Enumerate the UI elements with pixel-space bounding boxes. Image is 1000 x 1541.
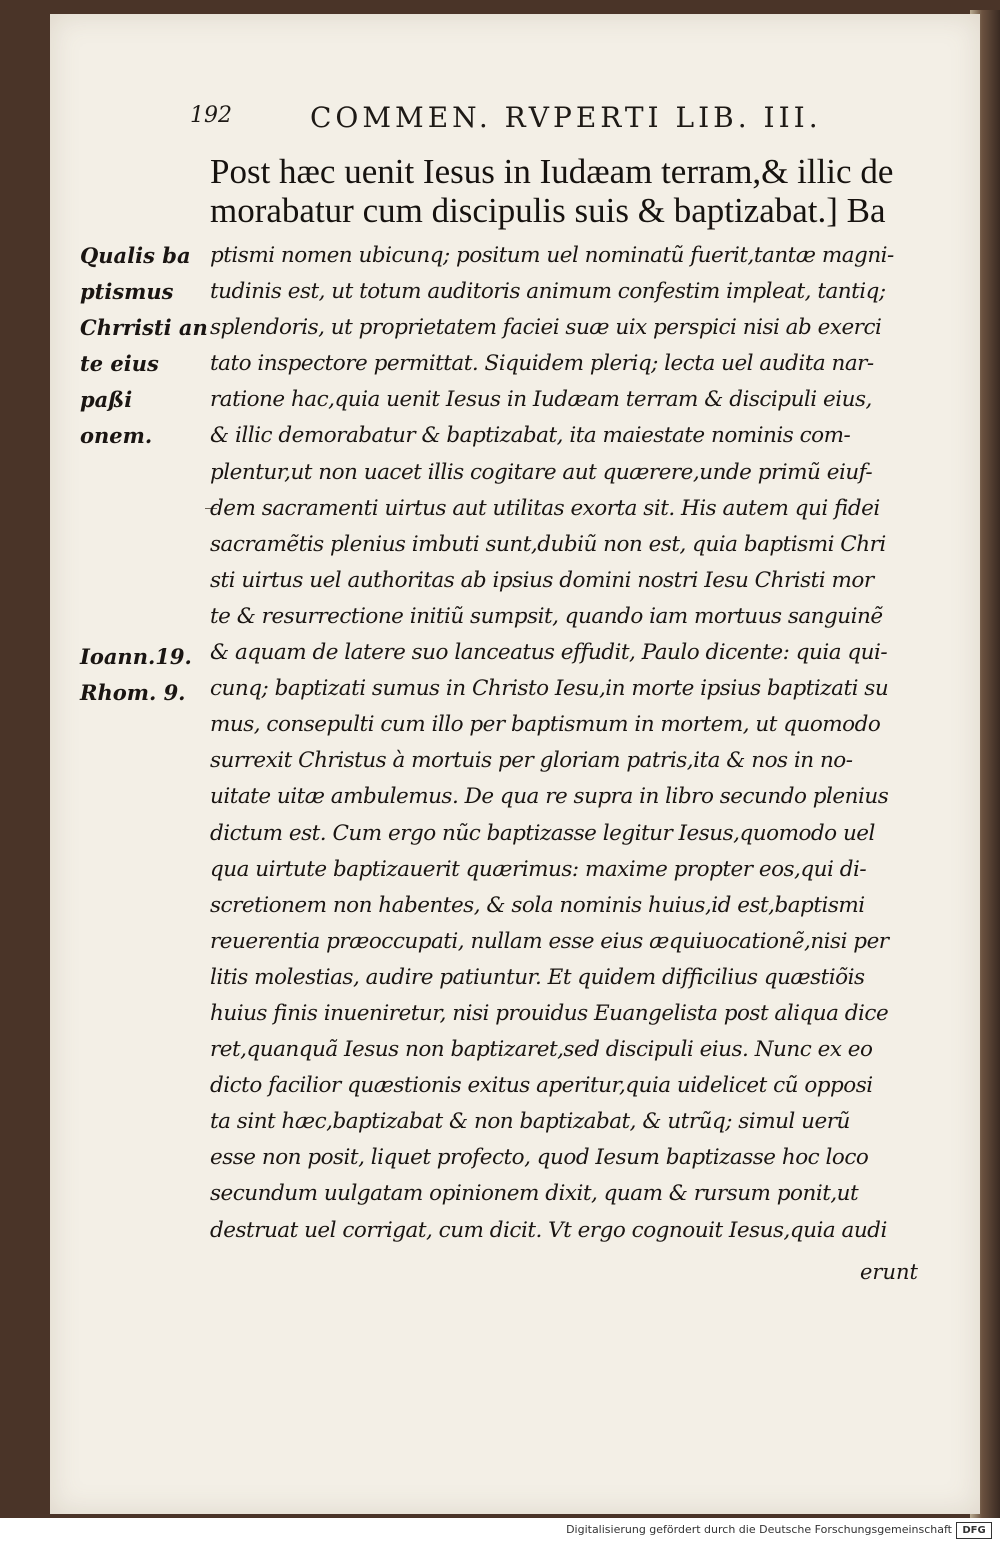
- text-line: dicto facilior quæstionis exitus aperitur,quia uidelicet cũ opposi: [210, 1073, 873, 1099]
- margin-line: te eius paßi: [80, 351, 159, 413]
- text-line: mus, consepulti cum illo per baptismum in mortem, ut quomodo: [210, 712, 881, 738]
- text-line: scretionem non habentes, & sola nominis huius,id est,baptismi: [210, 892, 865, 918]
- text-line: splendoris, ut proprietatem faciei suæ uix perspici nisi ab exerci: [210, 315, 882, 341]
- text-line: dictum est. Cum ergo nũc baptizasse legitur Iesus,quomodo uel: [210, 820, 875, 846]
- text-line: ret,quanquã Iesus non baptizaret,sed discipuli eius. Nunc ex eo: [210, 1037, 873, 1063]
- text-line: secundum uulgatam opinionem dixit, quam & rursum ponit,ut: [210, 1181, 859, 1207]
- margin-line: onem.: [80, 423, 153, 449]
- text-line: uitate uitæ ambulemus. De qua re supra in libro secundo plenius: [210, 784, 889, 810]
- chapter-heading: [210, 152, 900, 230]
- margin-note-baptism: [80, 238, 210, 455]
- margin-line: Qualis ba: [80, 243, 191, 268]
- text-line: esse non posit, liquet profecto, quod Iesum baptizasse hoc loco: [210, 1145, 869, 1171]
- footer-credit: Digitalisierung gefördert durch die Deutsche Forschungsgemeinschaft: [566, 1523, 952, 1536]
- body-text: [210, 238, 910, 1249]
- heading-line: Post hæc uenit Iesus in Iudæam terram,& illic de: [210, 152, 894, 191]
- margin-line: ptismus: [80, 279, 174, 305]
- text-line: tudinis est, ut totum auditoris animum confestim impleat, tantiq;: [210, 279, 886, 305]
- text-line: qua uirtute baptizauerit quærimus: maxime propter eos,qui di-: [210, 856, 867, 882]
- text-line: destruat uel corrigat, cum dicit. Vt ergo cognouit Iesus,quia audi: [210, 1217, 887, 1243]
- text-line: & illic demorabatur & baptizabat, ita maiestate nominis com-: [210, 423, 851, 449]
- margin-ref-john: [80, 639, 210, 711]
- page-header: [190, 95, 890, 135]
- text-line: & aquam de latere suo lanceatus effudit, Paulo dicente: quia qui-: [210, 640, 888, 666]
- page-number: 192: [190, 103, 232, 128]
- text-line: tato inspectore permittat. Siquidem pleriq; lecta uel audita nar-: [210, 351, 874, 377]
- footer-bar: [0, 1518, 1000, 1541]
- text-line: dem sacramenti uirtus aut utilitas exorta sit. His autem qui fidei: [210, 495, 880, 521]
- running-head: COMMEN. RVPERTI LIB. III.: [310, 101, 822, 134]
- text-line: te & resurrectione initiũ sumpsit, quando iam mortuus sanguinẽ: [210, 603, 883, 629]
- text-line: cunq; baptizati sumus in Christo Iesu,in morte ipsius baptizati su: [210, 676, 889, 702]
- text-line: ratione hac,quia uenit Iesus in Iudæam terram & discipuli eius,: [210, 387, 872, 413]
- heading-line: morabatur cum discipulis suis & baptizabat.] Ba: [210, 191, 886, 230]
- dfg-logo: DFG: [956, 1522, 992, 1539]
- text-line: sacramẽtis plenius imbuti sunt,dubiũ non est, quia baptismi Chri: [210, 531, 886, 557]
- margin-line: Rhom. 9.: [80, 680, 186, 706]
- text-line: plentur,ut non uacet illis cogitare aut quærere,unde primũ eiuf-: [210, 459, 873, 485]
- text-line: reuerentia præoccupati, nullam esse eius æquiuocationẽ,nisi per: [210, 928, 889, 954]
- margin-line: Ioann.19.: [80, 644, 192, 669]
- text-line: ta sint hæc,baptizabat & non baptizabat, & utrũq; simul uerũ: [210, 1109, 850, 1135]
- text-line: ptismi nomen ubicunq; positum uel nominatũ fuerit,tantæ magni-: [210, 243, 894, 268]
- text-line: huius finis inueniretur, nisi prouidus Euangelista post aliqua dice: [210, 1000, 889, 1026]
- margin-line: Chrristi an: [80, 315, 208, 341]
- catchword: erunt: [860, 1260, 918, 1284]
- text-line: sti uirtus uel authoritas ab ipsius domini nostri Iesu Christi mor: [210, 567, 874, 593]
- text-line: surrexit Christus à mortuis per gloriam patris,ita & nos in no-: [210, 748, 853, 774]
- text-line: litis molestias, audire patiuntur. Et quidem difficilius quæstiõis: [210, 964, 865, 990]
